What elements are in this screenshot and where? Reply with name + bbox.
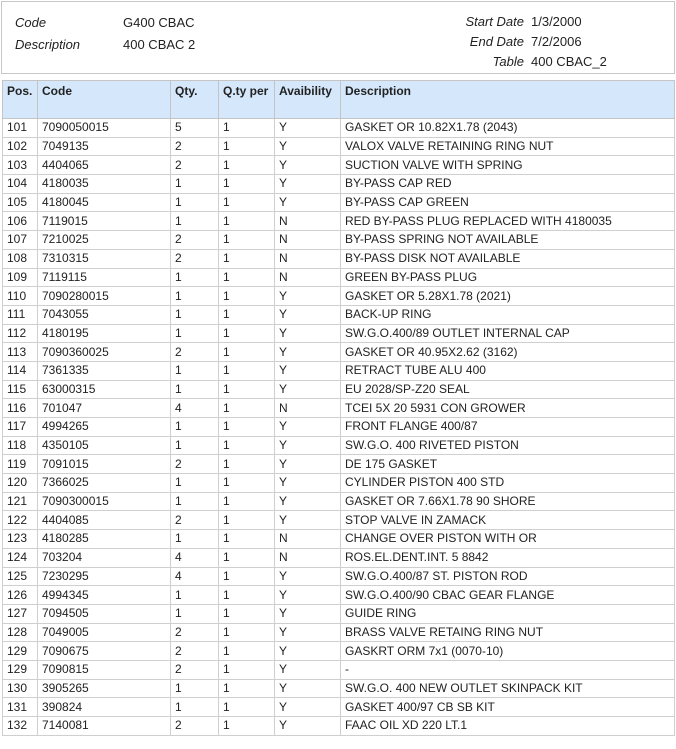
column-header-description: Description bbox=[341, 81, 675, 119]
cell-qty: 1 bbox=[171, 305, 219, 324]
cell-availability: Y bbox=[275, 698, 341, 717]
cell-code: 7090280015 bbox=[38, 287, 171, 306]
cell-qty-per: 1 bbox=[219, 193, 275, 212]
table-row bbox=[3, 380, 675, 399]
cell-pos: 111 bbox=[3, 305, 38, 324]
cell-pos: 101 bbox=[3, 119, 38, 138]
cell-qty-per: 1 bbox=[219, 567, 275, 586]
cell-availability: Y bbox=[275, 343, 341, 362]
cell-qty: 1 bbox=[171, 324, 219, 343]
table-body bbox=[3, 119, 675, 736]
cell-code: 4180035 bbox=[38, 175, 171, 194]
cell-code: 7361335 bbox=[38, 361, 171, 380]
cell-qty-per: 1 bbox=[219, 623, 275, 642]
cell-pos: 107 bbox=[3, 231, 38, 250]
code-row bbox=[15, 11, 195, 33]
column-header-code: Code bbox=[38, 81, 171, 119]
cell-qty-per: 1 bbox=[219, 604, 275, 623]
table-row bbox=[3, 268, 675, 287]
table-row bbox=[3, 642, 675, 661]
cell-availability: Y bbox=[275, 717, 341, 736]
cell-pos: 121 bbox=[3, 492, 38, 511]
cell-qty: 1 bbox=[171, 361, 219, 380]
cell-pos: 114 bbox=[3, 361, 38, 380]
cell-availability: Y bbox=[275, 137, 341, 156]
cell-qty-per: 1 bbox=[219, 474, 275, 493]
cell-qty-per: 1 bbox=[219, 119, 275, 138]
cell-description: SW.G.O. 400 RIVETED PISTON bbox=[341, 436, 675, 455]
table-row bbox=[3, 287, 675, 306]
cell-pos: 118 bbox=[3, 436, 38, 455]
code-value: G400 CBAC bbox=[123, 14, 195, 30]
cell-qty: 2 bbox=[171, 343, 219, 362]
cell-code: 7090360025 bbox=[38, 343, 171, 362]
cell-qty: 2 bbox=[171, 231, 219, 250]
cell-qty: 4 bbox=[171, 548, 219, 567]
cell-description: TCEI 5X 20 5931 CON GROWER bbox=[341, 399, 675, 418]
end-date-label: End Date bbox=[469, 33, 524, 49]
table-row bbox=[3, 249, 675, 268]
table-row bbox=[3, 212, 675, 231]
description-value: 400 CBAC 2 bbox=[123, 36, 196, 52]
table-label: Table bbox=[492, 53, 524, 69]
cell-description: VALOX VALVE RETAINING RING NUT bbox=[341, 137, 675, 156]
cell-code: 703204 bbox=[38, 548, 171, 567]
cell-pos: 103 bbox=[3, 156, 38, 175]
table-row bbox=[3, 455, 675, 474]
cell-qty: 1 bbox=[171, 492, 219, 511]
cell-description: SW.G.O.400/90 CBAC GEAR FLANGE bbox=[341, 586, 675, 605]
cell-qty-per: 1 bbox=[219, 212, 275, 231]
cell-availability: Y bbox=[275, 361, 341, 380]
table-row bbox=[3, 231, 675, 250]
info-left-group bbox=[15, 11, 195, 55]
cell-qty: 1 bbox=[171, 380, 219, 399]
cell-pos: 109 bbox=[3, 268, 38, 287]
cell-availability: Y bbox=[275, 604, 341, 623]
cell-code: 7090050015 bbox=[38, 119, 171, 138]
cell-availability: Y bbox=[275, 436, 341, 455]
cell-description: GASKET 400/97 CB SB KIT bbox=[341, 698, 675, 717]
cell-qty: 5 bbox=[171, 119, 219, 138]
cell-code: 4180195 bbox=[38, 324, 171, 343]
column-header-qty: Qty. bbox=[171, 81, 219, 119]
cell-description: GREEN BY-PASS PLUG bbox=[341, 268, 675, 287]
cell-availability: N bbox=[275, 249, 341, 268]
cell-availability: Y bbox=[275, 380, 341, 399]
column-header-availability: Avaibility bbox=[275, 81, 341, 119]
cell-qty-per: 1 bbox=[219, 418, 275, 437]
table-row bbox=[3, 474, 675, 493]
cell-qty: 1 bbox=[171, 193, 219, 212]
cell-qty-per: 1 bbox=[219, 717, 275, 736]
cell-description: SW.G.O.400/87 ST. PISTON ROD bbox=[341, 567, 675, 586]
code-label: Code bbox=[15, 14, 47, 30]
cell-code: 701047 bbox=[38, 399, 171, 418]
cell-code: 4994265 bbox=[38, 418, 171, 437]
cell-description: BY-PASS DISK NOT AVAILABLE bbox=[341, 249, 675, 268]
cell-description: CHANGE OVER PISTON WITH OR bbox=[341, 530, 675, 549]
cell-pos: 122 bbox=[3, 511, 38, 530]
cell-pos: 108 bbox=[3, 249, 38, 268]
cell-qty-per: 1 bbox=[219, 380, 275, 399]
cell-availability: Y bbox=[275, 567, 341, 586]
cell-pos: 125 bbox=[3, 567, 38, 586]
cell-code: 7090675 bbox=[38, 642, 171, 661]
cell-description: EU 2028/SP-Z20 SEAL bbox=[341, 380, 675, 399]
cell-availability: N bbox=[275, 212, 341, 231]
cell-description: FAAC OIL XD 220 LT.1 bbox=[341, 717, 675, 736]
cell-code: 4404085 bbox=[38, 511, 171, 530]
cell-pos: 106 bbox=[3, 212, 38, 231]
table-row bbox=[3, 623, 675, 642]
cell-qty-per: 1 bbox=[219, 137, 275, 156]
cell-availability: Y bbox=[275, 474, 341, 493]
table-row bbox=[3, 175, 675, 194]
end-date-value: 7/2/2006 bbox=[531, 33, 582, 49]
info-panel bbox=[1, 1, 675, 74]
table-row bbox=[3, 156, 675, 175]
cell-description: STOP VALVE IN ZAMACK bbox=[341, 511, 675, 530]
table-value: 400 CBAC_2 bbox=[531, 53, 607, 69]
cell-qty-per: 1 bbox=[219, 305, 275, 324]
cell-code: 390824 bbox=[38, 698, 171, 717]
cell-qty: 1 bbox=[171, 698, 219, 717]
table-row bbox=[3, 679, 675, 698]
cell-pos: 127 bbox=[3, 604, 38, 623]
cell-qty-per: 1 bbox=[219, 399, 275, 418]
cell-qty-per: 1 bbox=[219, 436, 275, 455]
table-row bbox=[3, 530, 675, 549]
cell-code: 63000315 bbox=[38, 380, 171, 399]
cell-qty: 2 bbox=[171, 660, 219, 679]
cell-description: RETRACT TUBE ALU 400 bbox=[341, 361, 675, 380]
table-row bbox=[3, 698, 675, 717]
cell-qty: 1 bbox=[171, 530, 219, 549]
cell-pos: 112 bbox=[3, 324, 38, 343]
table-row bbox=[3, 586, 675, 605]
cell-pos: 128 bbox=[3, 623, 38, 642]
cell-code: 7091015 bbox=[38, 455, 171, 474]
cell-code: 4180045 bbox=[38, 193, 171, 212]
cell-availability: Y bbox=[275, 305, 341, 324]
cell-availability: Y bbox=[275, 119, 341, 138]
cell-availability: Y bbox=[275, 455, 341, 474]
cell-qty-per: 1 bbox=[219, 361, 275, 380]
cell-availability: Y bbox=[275, 324, 341, 343]
table-row bbox=[3, 492, 675, 511]
parts-table bbox=[2, 80, 675, 736]
info-right-group bbox=[465, 11, 626, 71]
cell-code: 4350105 bbox=[38, 436, 171, 455]
cell-availability: Y bbox=[275, 511, 341, 530]
cell-qty-per: 1 bbox=[219, 660, 275, 679]
cell-qty: 2 bbox=[171, 249, 219, 268]
cell-qty-per: 1 bbox=[219, 249, 275, 268]
cell-pos: 102 bbox=[3, 137, 38, 156]
cell-qty: 1 bbox=[171, 436, 219, 455]
cell-code: 7366025 bbox=[38, 474, 171, 493]
cell-qty: 2 bbox=[171, 156, 219, 175]
cell-qty: 1 bbox=[171, 604, 219, 623]
cell-pos: 117 bbox=[3, 418, 38, 437]
cell-qty-per: 1 bbox=[219, 287, 275, 306]
cell-code: 7230295 bbox=[38, 567, 171, 586]
cell-qty-per: 1 bbox=[219, 231, 275, 250]
cell-qty-per: 1 bbox=[219, 455, 275, 474]
table-row bbox=[3, 361, 675, 380]
table-row bbox=[3, 436, 675, 455]
table-row bbox=[3, 717, 675, 736]
cell-pos: 116 bbox=[3, 399, 38, 418]
cell-code: 7119015 bbox=[38, 212, 171, 231]
start-date-row bbox=[465, 11, 626, 31]
cell-pos: 130 bbox=[3, 679, 38, 698]
cell-description: SUCTION VALVE WITH SPRING bbox=[341, 156, 675, 175]
cell-qty: 1 bbox=[171, 418, 219, 437]
cell-description: - bbox=[341, 660, 675, 679]
cell-pos: 126 bbox=[3, 586, 38, 605]
cell-availability: Y bbox=[275, 679, 341, 698]
cell-code: 7049005 bbox=[38, 623, 171, 642]
cell-qty: 1 bbox=[171, 586, 219, 605]
cell-qty: 2 bbox=[171, 717, 219, 736]
cell-qty-per: 1 bbox=[219, 586, 275, 605]
cell-code: 7310315 bbox=[38, 249, 171, 268]
cell-availability: Y bbox=[275, 175, 341, 194]
cell-availability: Y bbox=[275, 287, 341, 306]
cell-description: GASKET OR 7.66X1.78 90 SHORE bbox=[341, 492, 675, 511]
table-row bbox=[3, 305, 675, 324]
table-row-info bbox=[465, 51, 626, 71]
cell-code: 4404065 bbox=[38, 156, 171, 175]
table-row bbox=[3, 343, 675, 362]
cell-description: GUIDE RING bbox=[341, 604, 675, 623]
cell-availability: N bbox=[275, 548, 341, 567]
cell-qty-per: 1 bbox=[219, 175, 275, 194]
cell-qty-per: 1 bbox=[219, 698, 275, 717]
cell-qty-per: 1 bbox=[219, 324, 275, 343]
description-row bbox=[15, 33, 195, 55]
cell-pos: 104 bbox=[3, 175, 38, 194]
cell-availability: Y bbox=[275, 193, 341, 212]
start-date-label: Start Date bbox=[465, 13, 524, 29]
table-row bbox=[3, 193, 675, 212]
cell-qty-per: 1 bbox=[219, 530, 275, 549]
cell-code: 3905265 bbox=[38, 679, 171, 698]
cell-qty-per: 1 bbox=[219, 679, 275, 698]
cell-qty: 1 bbox=[171, 175, 219, 194]
cell-pos: 113 bbox=[3, 343, 38, 362]
cell-availability: Y bbox=[275, 492, 341, 511]
cell-qty: 1 bbox=[171, 474, 219, 493]
cell-pos: 120 bbox=[3, 474, 38, 493]
cell-qty: 2 bbox=[171, 642, 219, 661]
cell-qty-per: 1 bbox=[219, 156, 275, 175]
table-row bbox=[3, 137, 675, 156]
cell-availability: Y bbox=[275, 156, 341, 175]
cell-pos: 131 bbox=[3, 698, 38, 717]
table-row bbox=[3, 119, 675, 138]
description-label: Description bbox=[15, 36, 81, 52]
cell-pos: 129 bbox=[3, 642, 38, 661]
cell-code: 7043055 bbox=[38, 305, 171, 324]
cell-description: BY-PASS SPRING NOT AVAILABLE bbox=[341, 231, 675, 250]
table-row bbox=[3, 604, 675, 623]
cell-availability: N bbox=[275, 268, 341, 287]
cell-pos: 105 bbox=[3, 193, 38, 212]
cell-description: RED BY-PASS PLUG REPLACED WITH 4180035 bbox=[341, 212, 675, 231]
cell-availability: N bbox=[275, 530, 341, 549]
table-row bbox=[3, 548, 675, 567]
cell-code: 7090815 bbox=[38, 660, 171, 679]
cell-description: ROS.EL.DENT.INT. 5 8842 bbox=[341, 548, 675, 567]
cell-description: BACK-UP RING bbox=[341, 305, 675, 324]
cell-code: 7090300015 bbox=[38, 492, 171, 511]
cell-qty: 1 bbox=[171, 212, 219, 231]
cell-qty: 2 bbox=[171, 623, 219, 642]
cell-pos: 123 bbox=[3, 530, 38, 549]
table-row bbox=[3, 418, 675, 437]
cell-description: BY-PASS CAP GREEN bbox=[341, 193, 675, 212]
cell-description: DE 175 GASKET bbox=[341, 455, 675, 474]
cell-availability: N bbox=[275, 231, 341, 250]
cell-pos: 110 bbox=[3, 287, 38, 306]
cell-code: 7094505 bbox=[38, 604, 171, 623]
cell-qty-per: 1 bbox=[219, 511, 275, 530]
table-row bbox=[3, 660, 675, 679]
cell-code: 7119115 bbox=[38, 268, 171, 287]
table-header-row bbox=[3, 81, 675, 119]
cell-code: 7049135 bbox=[38, 137, 171, 156]
column-header-pos: Pos. bbox=[3, 81, 38, 119]
cell-description: GASKET OR 5.28X1.78 (2021) bbox=[341, 287, 675, 306]
cell-qty-per: 1 bbox=[219, 268, 275, 287]
cell-pos: 132 bbox=[3, 717, 38, 736]
cell-qty: 1 bbox=[171, 268, 219, 287]
cell-qty: 1 bbox=[171, 679, 219, 698]
cell-pos: 129 bbox=[3, 660, 38, 679]
end-date-row bbox=[465, 31, 626, 51]
table-row bbox=[3, 324, 675, 343]
cell-description: BY-PASS CAP RED bbox=[341, 175, 675, 194]
cell-description: SW.G.O. 400 NEW OUTLET SKINPACK KIT bbox=[341, 679, 675, 698]
cell-description: SW.G.O.400/89 OUTLET INTERNAL CAP bbox=[341, 324, 675, 343]
column-header-qty-per: Q.ty per bbox=[219, 81, 275, 119]
table-row bbox=[3, 567, 675, 586]
cell-availability: Y bbox=[275, 418, 341, 437]
cell-qty-per: 1 bbox=[219, 548, 275, 567]
cell-availability: Y bbox=[275, 660, 341, 679]
cell-description: GASKRT ORM 7x1 (0070-10) bbox=[341, 642, 675, 661]
cell-code: 7140081 bbox=[38, 717, 171, 736]
cell-code: 4180285 bbox=[38, 530, 171, 549]
cell-description: CYLINDER PISTON 400 STD bbox=[341, 474, 675, 493]
cell-availability: Y bbox=[275, 586, 341, 605]
cell-availability: Y bbox=[275, 623, 341, 642]
table-row bbox=[3, 511, 675, 530]
cell-pos: 119 bbox=[3, 455, 38, 474]
cell-code: 7210025 bbox=[38, 231, 171, 250]
cell-qty: 2 bbox=[171, 511, 219, 530]
cell-description: GASKET OR 40.95X2.62 (3162) bbox=[341, 343, 675, 362]
cell-description: GASKET OR 10.82X1.78 (2043) bbox=[341, 119, 675, 138]
cell-qty: 1 bbox=[171, 287, 219, 306]
cell-qty: 4 bbox=[171, 567, 219, 586]
cell-qty-per: 1 bbox=[219, 343, 275, 362]
cell-qty: 2 bbox=[171, 137, 219, 156]
cell-description: FRONT FLANGE 400/87 bbox=[341, 418, 675, 437]
cell-code: 4994345 bbox=[38, 586, 171, 605]
cell-description: BRASS VALVE RETAING RING NUT bbox=[341, 623, 675, 642]
start-date-value: 1/3/2000 bbox=[531, 13, 582, 29]
cell-pos: 115 bbox=[3, 380, 38, 399]
cell-availability: Y bbox=[275, 642, 341, 661]
cell-qty-per: 1 bbox=[219, 642, 275, 661]
cell-availability: N bbox=[275, 399, 341, 418]
cell-pos: 124 bbox=[3, 548, 38, 567]
cell-qty: 4 bbox=[171, 399, 219, 418]
cell-qty: 2 bbox=[171, 455, 219, 474]
table-row bbox=[3, 399, 675, 418]
cell-qty-per: 1 bbox=[219, 492, 275, 511]
